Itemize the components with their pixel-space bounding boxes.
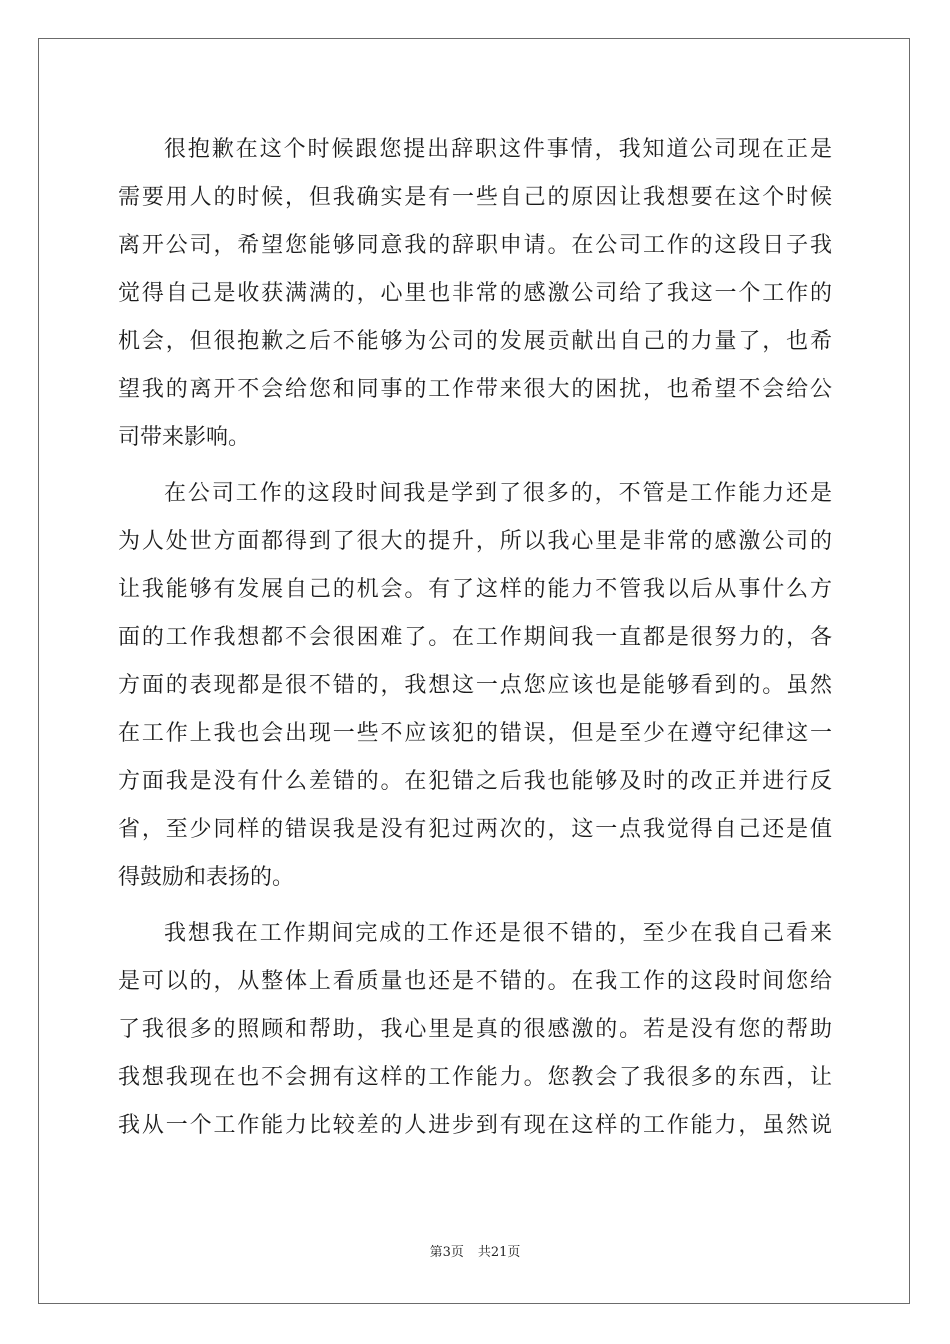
page-number: 第3页 [429,1245,464,1260]
paragraph-2-line-4: 面的工作我想都不会很困难了。在工作期间我一直都是很努力的，各 [118,625,832,650]
paragraph-3-line-4: 我想我现在也不会拥有这样的工作能力。您教会了我很多的东西，让 [118,1065,832,1090]
paragraph-1-line-6: 望我的离开不会给您和同事的工作带来很大的困扰，也希望不会给公 [118,377,832,402]
paragraph-2-line-5: 方面的表现都是很不错的，我想这一点您应该也是能够看到的。虽然 [118,673,832,698]
paragraph-2-line-8: 省，至少同样的错误我是没有犯过两次的，这一点我觉得自己还是值 [118,817,832,842]
paragraph-1-line-5: 机会，但很抱歉之后不能够为公司的发展贡献出自己的力量了，也希 [118,329,832,354]
paragraph-3-line-1: 我想我在工作期间完成的工作还是很不错的，至少在我自己看来 [164,921,832,946]
paragraph-2-line-6: 在工作上我也会出现一些不应该犯的错误，但是至少在遵守纪律这一 [118,721,832,746]
paragraph-1-line-7: 司带来影响。 [118,425,251,450]
paragraph-2-line-1: 在公司工作的这段时间我是学到了很多的，不管是工作能力还是 [164,481,832,506]
paragraph-1-line-4: 觉得自己是收获满满的，心里也非常的感激公司给了我这一个工作的 [118,281,832,306]
paragraph-2-line-2: 为人处世方面都得到了很大的提升，所以我心里是非常的感激公司的 [118,529,832,554]
paragraph-1-line-2: 需要用人的时候，但我确实是有一些自己的原因让我想要在这个时候 [118,185,832,210]
paragraph-3-line-2: 是可以的，从整体上看质量也还是不错的。在我工作的这段时间您给 [118,969,832,994]
paragraph-1-line-1: 很抱歉在这个时候跟您提出辞职这件事情，我知道公司现在正是 [164,137,832,162]
paragraph-2-line-9: 得鼓励和表扬的。 [118,865,295,890]
paragraph-1-line-3: 离开公司，希望您能够同意我的辞职申请。在公司工作的这段日子我 [118,233,832,258]
paragraph-3-line-5: 我从一个工作能力比较差的人进步到有现在这样的工作能力，虽然说 [118,1113,832,1138]
paragraph-2-line-7: 方面我是没有什么差错的。在犯错之后我也能够及时的改正并进行反 [118,769,832,794]
page-total: 共21页 [477,1245,521,1260]
page-footer [0,1244,950,1262]
paragraph-2-line-3: 让我能够有发展自己的机会。有了这样的能力不管我以后从事什么方 [118,577,832,602]
paragraph-3-line-3: 了我很多的照顾和帮助，我心里是真的很感激的。若是没有您的帮助 [118,1017,832,1042]
